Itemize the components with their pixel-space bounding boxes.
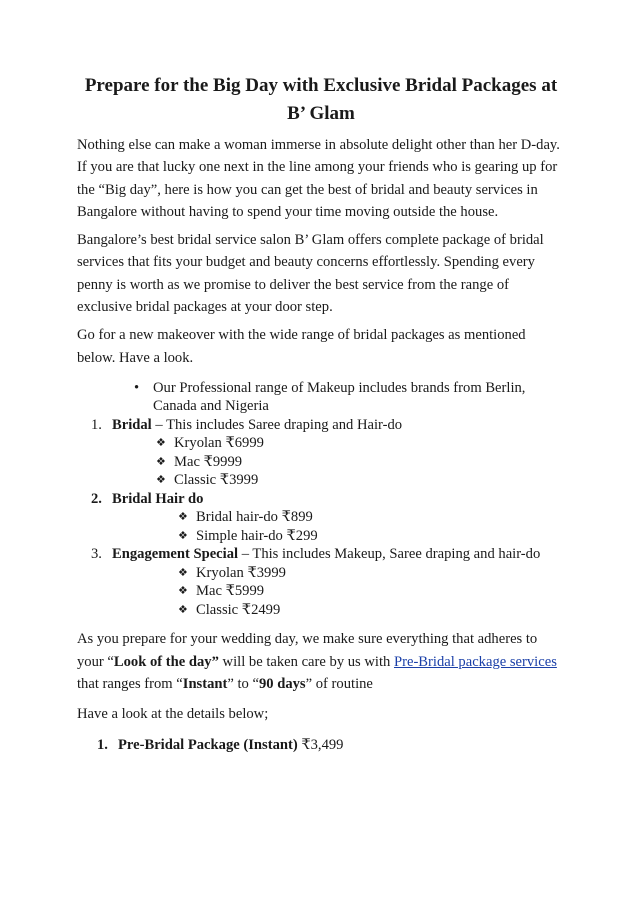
diamond-bullet-icon: ❖ bbox=[178, 603, 188, 616]
list-item: ❖ Mac ₹5999 bbox=[178, 583, 265, 600]
diamond-bullet-icon: ❖ bbox=[156, 455, 166, 468]
list-item: ❖ Classic ₹3999 bbox=[156, 472, 259, 489]
diamond-bullet-icon: ❖ bbox=[178, 511, 188, 524]
package-description: – This includes Makeup, Saree draping and hair-do bbox=[238, 546, 541, 563]
pre-bridal-services-link[interactable]: Pre-Bridal package services bbox=[393, 653, 557, 670]
package-name: Bridal Hair do bbox=[112, 490, 204, 507]
page-content bbox=[77, 72, 565, 754]
package-name: Engagement Special bbox=[112, 546, 239, 563]
list-item: ❖ Kryolan ₹3999 bbox=[178, 564, 286, 581]
page-title: Prepare for the Big Day with Exclusive Bridal Packages at B’ Glam bbox=[84, 75, 558, 124]
list-number: 2. bbox=[91, 490, 102, 507]
salon-paragraph: Bangalore’s best bridal service salon B’ Glam offers complete package of bridal services that fits your budget and beauty concerns effortlessly. Spending every penny is worth as we promise to deliver the best service from the range of exclusive bridal packages at your door step. bbox=[77, 232, 544, 316]
intro-paragraph: Nothing else can make a woman immerse in absolute delight other than her D-day. If you are that lucky one next in the line among your friends who is gearing up for the “Big day”, here is how you can get the best of bridal and beauty services in Bangalore without having to spend your time moving outside the house. bbox=[77, 137, 560, 220]
package-name: Bridal bbox=[112, 416, 152, 433]
list-item: ❖ Kryolan ₹6999 bbox=[156, 435, 264, 452]
look-of-the-day-paragraph: As you prepare for your wedding day, we make sure everything that adheres to your “Look of the day” will be taken care by us with Pre-Bridal package services that ranges from “Instant” to “90 days” of routine bbox=[77, 631, 557, 693]
list-item: ❖ Bridal hair-do ₹899 bbox=[178, 509, 313, 526]
package-price: ₹3,499 bbox=[297, 736, 344, 753]
list-number: 3. bbox=[91, 546, 102, 563]
diamond-bullet-icon: ❖ bbox=[156, 437, 166, 450]
list-item: ❖ Simple hair-do ₹299 bbox=[178, 527, 318, 544]
makeup-brands-text: Our Professional range of Makeup includes brands from Berlin, Canada and Nigeria bbox=[153, 379, 526, 415]
package-description: – This includes Saree draping and Hair-do bbox=[151, 416, 403, 433]
package-engagement bbox=[77, 545, 565, 564]
package-bridal bbox=[77, 416, 565, 435]
details-intro: Have a look at the details below; bbox=[77, 706, 269, 723]
package-name: Pre-Bridal Package (Instant) bbox=[118, 736, 298, 753]
pre-bridal-instant-item bbox=[77, 736, 565, 755]
list-number: 1. bbox=[91, 416, 102, 433]
package-bridal-hair bbox=[77, 490, 565, 509]
diamond-bullet-icon: ❖ bbox=[156, 474, 166, 487]
diamond-bullet-icon: ❖ bbox=[178, 585, 188, 598]
bullet-dot-icon: • bbox=[134, 379, 140, 396]
list-number: 1. bbox=[97, 736, 108, 753]
diamond-bullet-icon: ❖ bbox=[178, 529, 188, 542]
makeup-brands-bullet bbox=[77, 379, 565, 416]
list-item: ❖ Classic ₹2499 bbox=[178, 601, 281, 618]
makeover-paragraph: Go for a new makeover with the wide range of bridal packages as mentioned below. Have a look. bbox=[77, 327, 526, 366]
list-item: ❖ Mac ₹9999 bbox=[156, 453, 243, 470]
diamond-bullet-icon: ❖ bbox=[178, 566, 188, 579]
